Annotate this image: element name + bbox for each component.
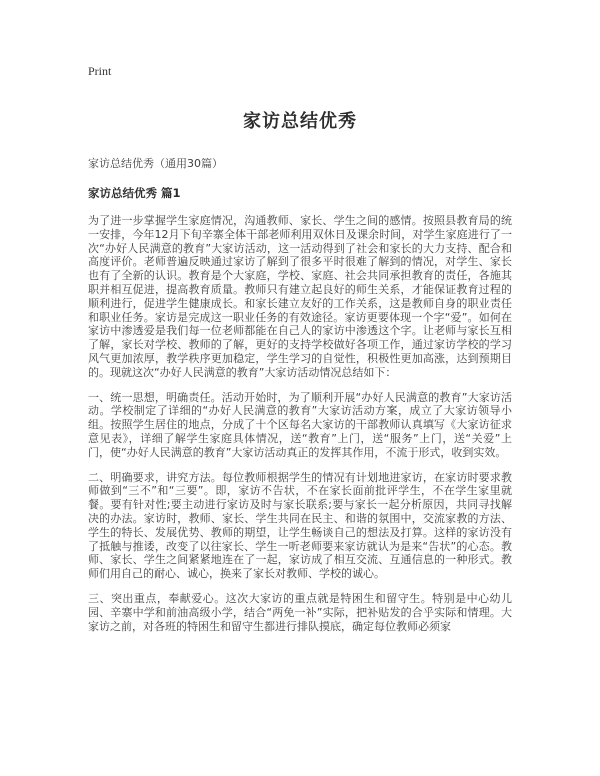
paragraph-intro: 为了进一步掌握学生家庭情况，沟通教师、家长、学生之间的感情。按照县教育局的统一安排，今年12月下旬辛寨全体干部老师利用双休日及课余时间，对学生家庭进行了一次“办好人民满意的教育”大家访活动，这一活动得到了社会和家长的大力支持、配合和高度评价。老师普遍反映通过家访了解到了很多平时很难了解到的情况，对学生、家长也有了全新的认识。教育是个大家庭，学校、家庭、社会共同承担教育的责任，各施其职并相互促进，提高教育质量。教师只有建立起良好的师生关系，才能保证教育过程的顺利进行，促进学生健康成长。和家长建立友好的工作关系，这是教师自身的职业责任和职业任务。家访是完成这一职业任务的有效途径。家访更要体现一个字“爱”。如何在家访中渗透爱是我们每一位老师都能在自己人的家访中渗透这个字。让老师与家长互相了解，家长对学校、教师的了解，更好的支持学校做好各项工作，通过家访学校的学习风气更加浓厚，教学秩序更加稳定，学生学习的自觉性，积极性更加高涨，达到预期目的。现就这次“办好人民满意的教育”大家访活动情况总结如下： — [88, 214, 512, 379]
section-heading: 家访总结优秀 篇1 — [88, 186, 181, 200]
document-subtitle: 家访总结优秀（通用30篇） — [88, 157, 223, 170]
document-content — [88, 60, 512, 644]
page-title: 家访总结优秀 — [243, 111, 357, 132]
paragraph-point-2: 二、明确要求，讲究方法。每位教师根据学生的情况有计划地进家访，在家访时要求教师做到“三不”和“三要”。即，家访不告状，不在家长面前批评学生，不在学生家里就餐。要有针对性;要主动进行家访及时与家长联系;要与家长一起分析原因，共同寻找解决的办法。家访时，教师、家长、学生共同在民主、和谐的氛围中，交流家教的方法、学生的特长、发展优势、教师的期望，让学生畅谈自己的想法及打算。这样的家访没有了抵触与推诿，改变了以往家长、学生一听老师要来家访就认为是来“告状”的心态。教师、家长、学生之间紧紧地连在了一起，家访成了相互交流、互通信息的一种形式。教师们用自己的耐心、诚心，换来了家长对教师、学校的诚心。 — [88, 470, 512, 581]
print-button[interactable]: Print — [88, 64, 112, 78]
paragraph-point-3: 三、突出重点，奉献爱心。这次大家访的重点就是特困生和留守生。特别是中心幼儿园、辛寨中学和前油高级小学，结合“两免一补”实际，把补贴发的合乎实际和情理。大家访之前，对各班的特困生和留守生都进行排队摸底，确定每位教师必须家 — [88, 591, 512, 633]
paragraph-point-1: 一、统一思想，明确责任。活动开始时，为了顺利开展“办好人民满意的教育”大家访活动。学校制定了详细的“办好人民满意的教育”大家访活动方案，成立了大家访领导小组。按照学生居住的地点，分成了十个区每名大家访的干部教师认真填写《大家访征求意见表》，详细了解学生家庭具体情况，送“教育”上门，送“服务”上门，送“关爱”上门，使“办好人民满意的教育”大家访活动真正的发挥其作用，不流于形式，收到实效。 — [88, 390, 512, 459]
